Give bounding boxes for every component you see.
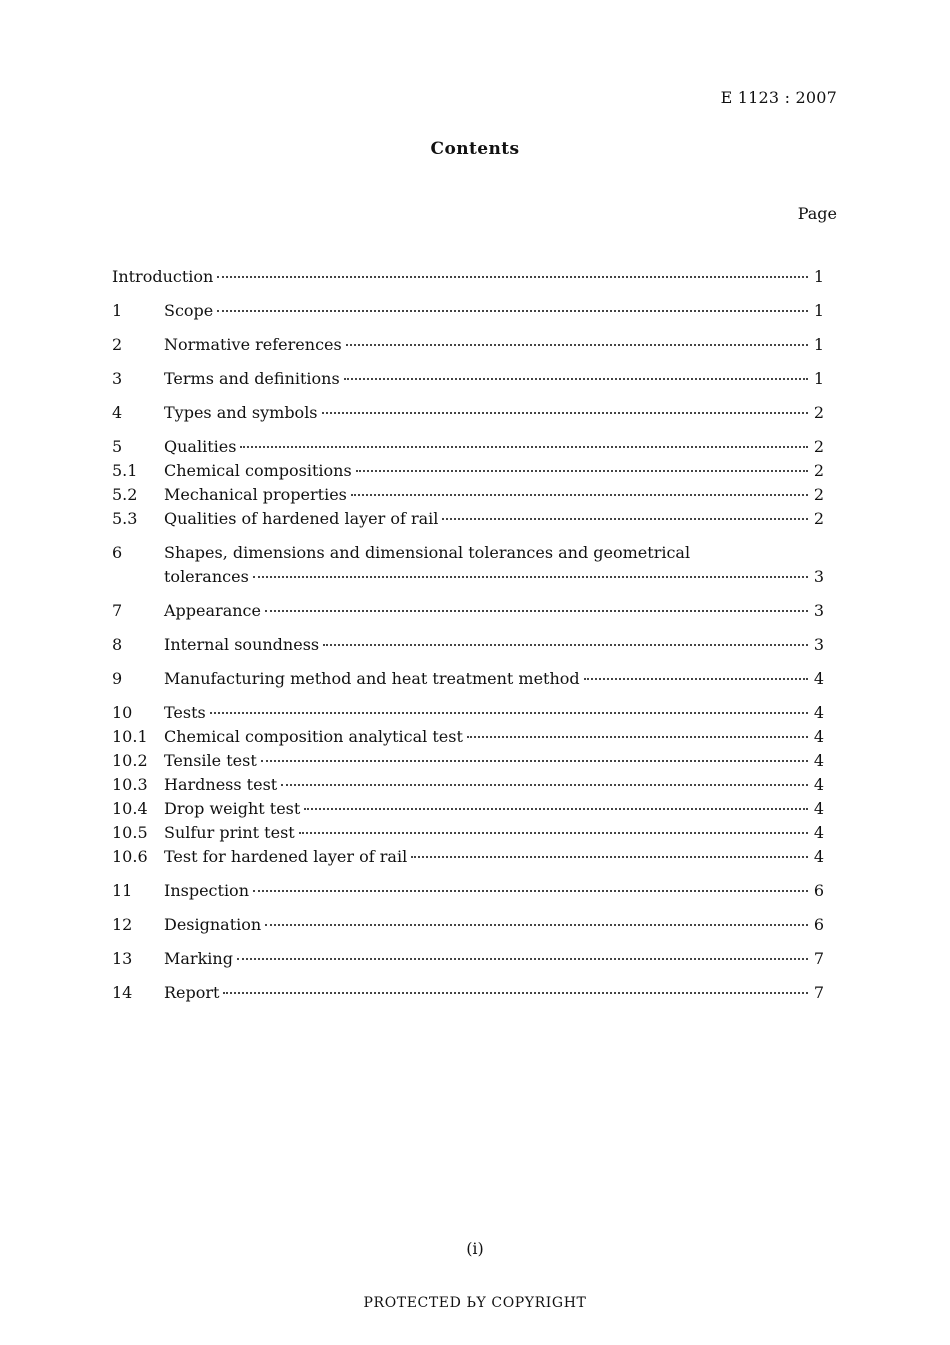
toc-entry-label: Qualities xyxy=(164,437,237,456)
toc-entry-page: 4 xyxy=(813,823,824,842)
toc-group-13 xyxy=(112,947,824,971)
leader-dots xyxy=(322,412,808,414)
toc-entry-9[interactable] xyxy=(112,667,824,691)
toc-entry-10-3[interactable] xyxy=(112,773,824,797)
toc-entry-label: Chemical compositions xyxy=(164,461,352,480)
page-title: Contents xyxy=(430,139,520,159)
leader-dots xyxy=(467,736,808,738)
toc-entry-6[interactable] xyxy=(112,541,824,589)
toc-group-10 xyxy=(112,701,824,869)
toc-group-6 xyxy=(112,541,824,589)
toc-entry-label-continued: tolerances xyxy=(164,567,249,586)
toc-entry-number: 5.2 xyxy=(112,485,138,504)
toc-entry-page: 3 xyxy=(813,601,824,620)
toc-entry-10-6[interactable] xyxy=(112,845,824,869)
toc-entry-number: 3 xyxy=(112,369,123,388)
leader-dots xyxy=(217,276,808,278)
toc-entry-page: 7 xyxy=(813,983,824,1002)
toc-entry-10-5[interactable] xyxy=(112,821,824,845)
toc-entry-page: 4 xyxy=(813,727,824,746)
toc-entry-label: Terms and definitions xyxy=(164,369,340,388)
leader-dots xyxy=(240,446,808,448)
document-id: E 1123 : 2007 xyxy=(720,88,837,107)
toc-group-12 xyxy=(112,913,824,937)
toc-entry-label: Qualities of hardened layer of rail xyxy=(164,509,439,528)
leader-dots xyxy=(304,808,808,810)
toc-entry-label: Sulfur print test xyxy=(164,823,295,842)
toc-entry-number: 10 xyxy=(112,703,133,722)
toc-entry-page: 4 xyxy=(813,847,824,866)
toc-entry-11[interactable] xyxy=(112,879,824,903)
toc-entry-5[interactable] xyxy=(112,435,824,459)
toc-entry-number: 4 xyxy=(112,403,123,422)
toc-entry-3[interactable] xyxy=(112,367,824,391)
toc-entry-page: 1 xyxy=(813,335,824,354)
toc-entry-10-1[interactable] xyxy=(112,725,824,749)
toc-entry-number: 11 xyxy=(112,881,133,900)
toc-entry-12[interactable] xyxy=(112,913,824,937)
leader-dots xyxy=(411,856,808,858)
page-number: (i) xyxy=(466,1239,484,1258)
table-of-contents xyxy=(112,265,824,1015)
toc-entry-10-2[interactable] xyxy=(112,749,824,773)
toc-entry-label: Chemical composition analytical test xyxy=(164,727,463,746)
toc-entry-label: Designation xyxy=(164,915,262,934)
toc-entry-page: 4 xyxy=(813,775,824,794)
toc-entry-number: 7 xyxy=(112,601,123,620)
toc-entry-number: 10.3 xyxy=(112,775,148,794)
toc-entry-number: 10.2 xyxy=(112,751,148,770)
leader-dots xyxy=(281,784,808,786)
toc-entry-label: Manufacturing method and heat treatment method xyxy=(164,669,580,688)
leader-dots xyxy=(253,576,808,578)
toc-entry-label: Report xyxy=(164,983,220,1002)
leader-dots xyxy=(265,924,808,926)
toc-entry-page: 4 xyxy=(813,703,824,722)
toc-entry-label: Hardness test xyxy=(164,775,278,794)
toc-entry-page: 2 xyxy=(813,509,824,528)
toc-entry-7[interactable] xyxy=(112,599,824,623)
leader-dots xyxy=(265,610,808,612)
toc-entry-13[interactable] xyxy=(112,947,824,971)
toc-entry-page: 1 xyxy=(813,301,824,320)
leader-dots xyxy=(261,760,808,762)
leader-dots xyxy=(346,344,808,346)
toc-entry-10[interactable] xyxy=(112,701,824,725)
leader-dots xyxy=(210,712,808,714)
toc-entry-label: Types and symbols xyxy=(164,403,318,422)
toc-entry-page: 2 xyxy=(813,403,824,422)
leader-dots xyxy=(344,378,808,380)
toc-entry-number: 5 xyxy=(112,437,123,456)
toc-entry-number: 10.4 xyxy=(112,799,148,818)
toc-group-14 xyxy=(112,981,824,1005)
toc-entry-4[interactable] xyxy=(112,401,824,425)
toc-group-8 xyxy=(112,633,824,657)
toc-group-1 xyxy=(112,299,824,323)
toc-entry-5-1[interactable] xyxy=(112,459,824,483)
toc-entry-introduction[interactable] xyxy=(112,265,824,289)
toc-entry-label: Scope xyxy=(164,301,214,320)
toc-entry-page: 1 xyxy=(813,267,824,286)
leader-dots xyxy=(217,310,808,312)
toc-entry-number: 2 xyxy=(112,335,123,354)
toc-entry-8[interactable] xyxy=(112,633,824,657)
toc-group-introduction xyxy=(112,265,824,289)
toc-entry-number: 8 xyxy=(112,635,123,654)
toc-entry-label: Shapes, dimensions and dimensional tolerances and geometrical xyxy=(164,543,691,562)
copyright-notice: PROTECTED ЬY COPYRIGHT xyxy=(363,1295,587,1311)
toc-entry-number: 1 xyxy=(112,301,123,320)
toc-entry-number: 5.3 xyxy=(112,509,138,528)
toc-entry-label: Tests xyxy=(164,703,206,722)
leader-dots xyxy=(356,470,808,472)
toc-entry-label: Test for hardened layer of rail xyxy=(164,847,408,866)
toc-entry-2[interactable] xyxy=(112,333,824,357)
toc-entry-number: 10.1 xyxy=(112,727,148,746)
toc-entry-1[interactable] xyxy=(112,299,824,323)
toc-entry-number: 14 xyxy=(112,983,133,1002)
toc-entry-page: 7 xyxy=(813,949,824,968)
leader-dots xyxy=(442,518,808,520)
toc-entry-5-3[interactable] xyxy=(112,507,824,531)
toc-entry-label: Inspection xyxy=(164,881,249,900)
toc-entry-label: Mechanical properties xyxy=(164,485,347,504)
toc-group-4 xyxy=(112,401,824,425)
toc-entry-page: 4 xyxy=(813,799,824,818)
toc-entry-page: 2 xyxy=(813,437,824,456)
toc-entry-page: 6 xyxy=(813,915,824,934)
toc-entry-number: 10.5 xyxy=(112,823,148,842)
toc-group-2 xyxy=(112,333,824,357)
leader-dots xyxy=(299,832,808,834)
toc-entry-number: 6 xyxy=(112,543,123,562)
toc-entry-page: 6 xyxy=(813,881,824,900)
toc-entry-label: Introduction xyxy=(112,267,214,286)
toc-entry-page: 3 xyxy=(813,635,824,654)
toc-entry-14[interactable] xyxy=(112,981,824,1005)
toc-entry-label: Marking xyxy=(164,949,233,968)
toc-entry-page: 2 xyxy=(813,461,824,480)
toc-entry-page: 2 xyxy=(813,485,824,504)
toc-entry-line xyxy=(164,541,824,565)
toc-entry-page: 4 xyxy=(813,751,824,770)
leader-dots xyxy=(351,494,808,496)
toc-entry-10-4[interactable] xyxy=(112,797,824,821)
toc-entry-label: Drop weight test xyxy=(164,799,301,818)
toc-entry-number: 13 xyxy=(112,949,133,968)
page-column-heading: Page xyxy=(797,204,837,223)
toc-entry-page: 3 xyxy=(813,567,824,586)
toc-group-5 xyxy=(112,435,824,531)
toc-group-7 xyxy=(112,599,824,623)
toc-entry-label: Internal soundness xyxy=(164,635,320,654)
toc-entry-line xyxy=(164,565,824,589)
leader-dots xyxy=(253,890,808,892)
leader-dots xyxy=(323,644,808,646)
leader-dots xyxy=(584,678,808,680)
toc-entry-page: 4 xyxy=(813,669,824,688)
toc-group-11 xyxy=(112,879,824,903)
toc-group-9 xyxy=(112,667,824,691)
toc-entry-label: Tensile test xyxy=(164,751,257,770)
toc-entry-number: 12 xyxy=(112,915,133,934)
toc-entry-label: Normative references xyxy=(164,335,342,354)
toc-entry-body xyxy=(164,541,824,589)
toc-entry-number: 5.1 xyxy=(112,461,138,480)
toc-entry-label: Appearance xyxy=(164,601,261,620)
toc-group-3 xyxy=(112,367,824,391)
leader-dots xyxy=(223,992,808,994)
toc-entry-page: 1 xyxy=(813,369,824,388)
leader-dots xyxy=(237,958,808,960)
toc-entry-5-2[interactable] xyxy=(112,483,824,507)
toc-entry-number: 10.6 xyxy=(112,847,148,866)
toc-entry-number: 9 xyxy=(112,669,123,688)
